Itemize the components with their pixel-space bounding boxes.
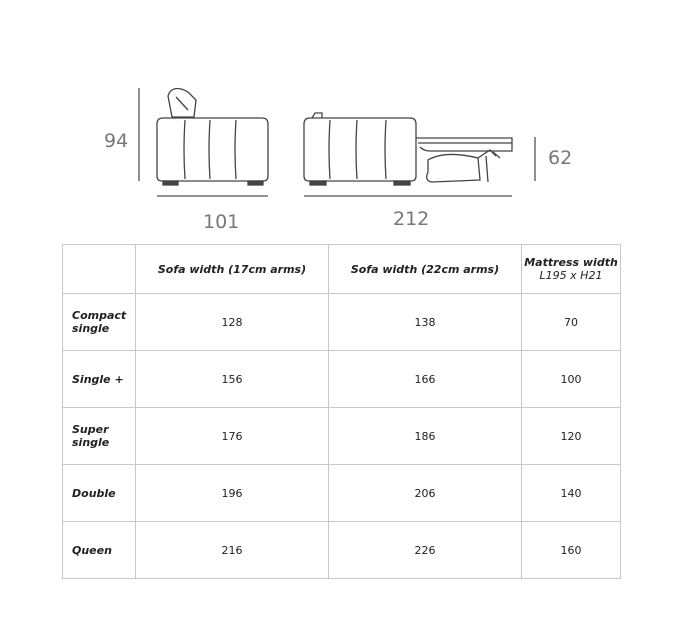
cell-width-17: 176 bbox=[136, 408, 329, 465]
dim-depth-sofa: 101 bbox=[203, 211, 240, 233]
cell-width-22: 186 bbox=[329, 408, 522, 465]
table-row bbox=[63, 351, 621, 408]
dim-length-bed: 212 bbox=[393, 208, 430, 230]
header-mattress-label: Mattress width bbox=[524, 256, 618, 269]
dim-height-sofa: 94 bbox=[104, 130, 129, 152]
cell-mattress: 140 bbox=[522, 465, 621, 522]
table-row bbox=[63, 294, 621, 351]
row-label: Compact single bbox=[63, 294, 136, 351]
cell-mattress: 70 bbox=[522, 294, 621, 351]
sofa-bed-open-view bbox=[304, 113, 535, 196]
cell-width-17: 156 bbox=[136, 351, 329, 408]
cell-width-17: 128 bbox=[136, 294, 329, 351]
header-mattress-sub: L195 x H21 bbox=[539, 269, 603, 282]
row-label: Queen bbox=[63, 522, 136, 579]
sofa-side-view bbox=[139, 88, 268, 196]
dim-height-bed: 62 bbox=[548, 147, 573, 169]
cell-width-22: 206 bbox=[329, 465, 522, 522]
sofa-bed-diagram bbox=[0, 0, 679, 240]
table-row bbox=[63, 522, 621, 579]
header-width-22: Sofa width (22cm arms) bbox=[329, 245, 522, 294]
table-row bbox=[63, 465, 621, 522]
row-label: Single + bbox=[63, 351, 136, 408]
header-empty bbox=[63, 245, 136, 294]
row-label: Double bbox=[63, 465, 136, 522]
cell-width-17: 196 bbox=[136, 465, 329, 522]
cell-width-17: 216 bbox=[136, 522, 329, 579]
header-width-17: Sofa width (17cm arms) bbox=[136, 245, 329, 294]
cell-width-22: 138 bbox=[329, 294, 522, 351]
size-table bbox=[62, 244, 621, 579]
cell-mattress: 100 bbox=[522, 351, 621, 408]
cell-mattress: 120 bbox=[522, 408, 621, 465]
cell-width-22: 226 bbox=[329, 522, 522, 579]
header-mattress bbox=[522, 245, 621, 294]
row-label: Super single bbox=[63, 408, 136, 465]
table-header-row bbox=[63, 245, 621, 294]
cell-width-22: 166 bbox=[329, 351, 522, 408]
table-row bbox=[63, 408, 621, 465]
cell-mattress: 160 bbox=[522, 522, 621, 579]
